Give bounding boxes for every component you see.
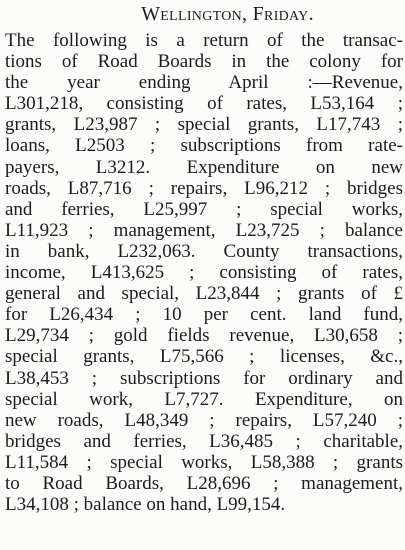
article-line: grants, L23,987 ; special grants, L17,743 ;: [5, 114, 403, 136]
article-line: new roads, L48,349 ; repairs, L57,240 ;: [5, 409, 403, 431]
article-line: special grants, L75,566 ; licenses, &c.,: [5, 346, 403, 368]
article-line: L34,108 ; balance on hand, L99,154.: [5, 494, 286, 516]
article-line: to Road Boards, L28,696 ; management,: [5, 472, 403, 494]
article-line: bridges and ferries, L36,485 ; charitable,: [5, 430, 403, 452]
article-line: payers, L3212. Expenditure on new: [5, 156, 403, 178]
article-line: the year ending April :—Revenue,: [5, 72, 403, 94]
article-line: L11,923 ; management, L23,725 ; balance: [5, 219, 403, 241]
article-line: L11,584 ; special works, L58,388 ; grants: [5, 451, 403, 473]
article-line: general and special, L23,844 ; grants of £: [5, 283, 403, 305]
article-line: special work, L7,727. Expenditure, on: [5, 388, 403, 410]
article-line: The following is a return of the transac-: [5, 30, 403, 51]
article-line: tions of Road Boards in the colony for: [5, 51, 403, 73]
article-line: in bank, L232,063. County transactions,: [5, 240, 403, 262]
article-line: income, L413,625 ; consisting of rates,: [5, 262, 403, 284]
article-line: roads, L87,716 ; repairs, L96,212 ; bridges: [5, 177, 403, 199]
article-body: [5, 30, 403, 515]
article-line: loans, L2503 ; subscriptions from rate-: [5, 135, 403, 157]
article-line: for L26,434 ; 10 per cent. land fund,: [5, 304, 403, 326]
article-line: L301,218, consisting of rates, L53,164 ;: [5, 93, 403, 115]
article-line: L38,453 ; subscriptions for ordinary and: [5, 367, 403, 389]
article-line: L29,734 ; gold fields revenue, L30,658 ;: [5, 325, 403, 347]
dateline: Wellington, Friday.: [141, 3, 314, 25]
article-line: and ferries, L25,997 ; special works,: [5, 198, 403, 220]
